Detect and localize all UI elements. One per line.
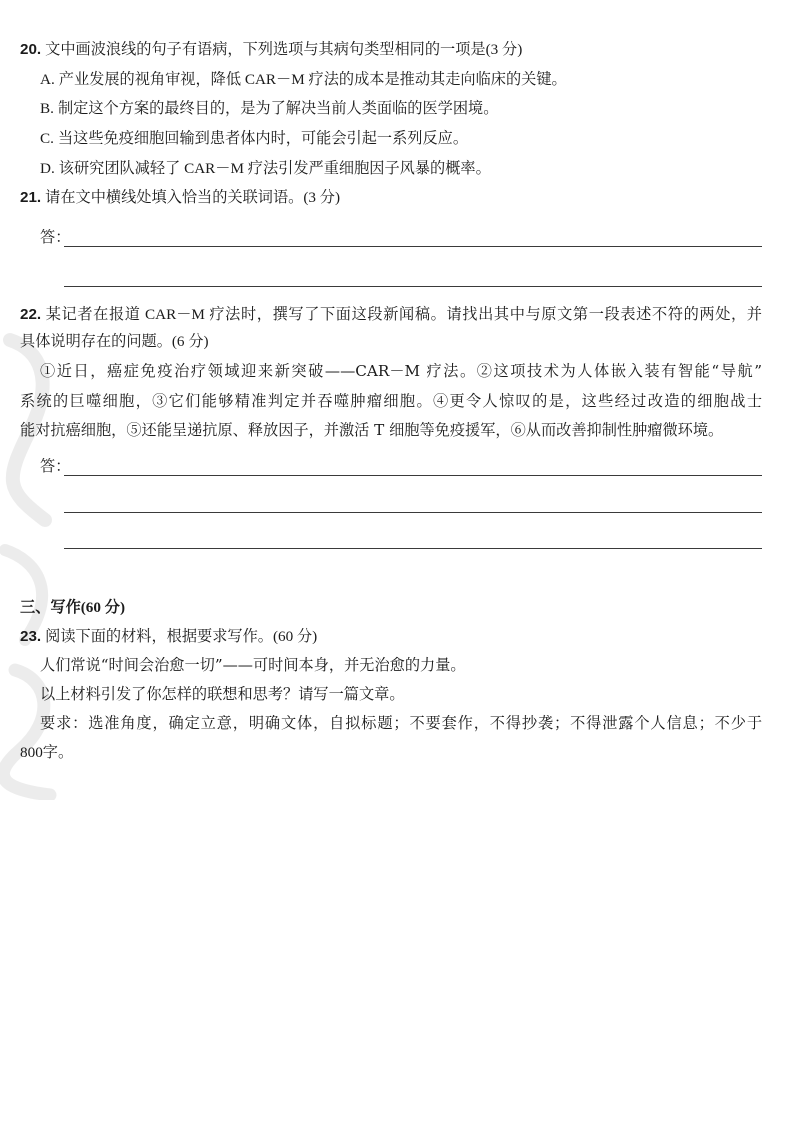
writing-prompt: 以上材料引发了你怎样的联想和思考？请写一篇文章。 [40, 686, 405, 703]
question-stem: 请在文中横线处填入恰当的关联词语。(3 分) [45, 189, 341, 206]
option-label: A. [40, 70, 55, 88]
answer-label: 答： [40, 458, 71, 475]
question-20-stem [20, 35, 762, 65]
question-stem: 某记者在报道 CAR－M 疗法时，撰写了下面这段新闻稿。请找出其中与原文第一段表述不符的两处，并 [45, 306, 762, 323]
option-c [20, 124, 762, 154]
option-text: 当这些免疫细胞回输到患者体内时，可能会引起一系列反应。 [57, 130, 468, 148]
writing-material [20, 651, 762, 767]
question-number: 22. [20, 306, 42, 323]
answer-line [64, 246, 762, 247]
option-label: C. [40, 130, 54, 148]
option-text: 产业发展的视角审视，降低 CAR－M 疗法的成本是推动其走向临床的关键。 [58, 70, 567, 88]
section-title: 三、写作(60 分) [20, 599, 126, 616]
question-number: 21. [20, 189, 42, 206]
option-label: B. [40, 100, 54, 118]
question-20 [20, 35, 762, 184]
passage-line: 系统的巨噬细胞，③它们能够精准判定并吞噬肿瘤细胞。④更令人惊叹的是，这些经过改造的细胞战士 [20, 391, 762, 410]
answer-line [64, 475, 762, 476]
question-21 [20, 184, 762, 212]
answer-line [64, 548, 762, 549]
option-d [20, 154, 762, 184]
question-23 [20, 623, 762, 651]
question-stem: 阅读下面的材料，根据要求写作。(60 分) [45, 628, 318, 645]
question-stem-line [20, 301, 762, 328]
writing-requirements: 800字。 [20, 744, 74, 761]
answer-label: 答： [40, 229, 71, 246]
option-text: 该研究团队减轻了 CAR－M 疗法引发严重细胞因子风暴的概率。 [58, 159, 491, 177]
option-a [20, 65, 762, 95]
news-passage [20, 357, 762, 446]
question-stem-line: 具体说明存在的问题。(6 分) [20, 333, 209, 350]
question-stem: 文中画波浪线的句子有语病，下列选项与其病句类型相同的一项是(3 分) [45, 41, 523, 58]
option-text: 制定这个方案的最终目的，是为了解决当前人类面临的医学困境。 [57, 100, 499, 118]
passage-line: 能对抗癌细胞，⑤还能呈递抗原、释放因子，并激活 T 细胞等免疫援军，⑥从而改善抑制性肿瘤微环境。 [20, 421, 724, 439]
question-number: 20. [20, 41, 42, 58]
answer-line [64, 286, 762, 287]
material-quote: 人们常说“时间会治愈一切”——可时间本身，并无治愈的力量。 [40, 656, 466, 674]
writing-requirements: 要求：选准角度，确定立意，明确文体，自拟标题；不要套作，不得抄袭；不得泄露个人信息；不少于 [40, 715, 762, 732]
answer-line [64, 512, 762, 513]
option-b [20, 94, 762, 124]
question-number: 23. [20, 628, 42, 645]
question-22 [20, 301, 762, 355]
option-label: D. [40, 159, 55, 177]
passage-line: ①近日，癌症免疫治疗领域迎来新突破——CAR－M 疗法。②这项技术为人体嵌入装有智能“导航” [40, 362, 762, 380]
